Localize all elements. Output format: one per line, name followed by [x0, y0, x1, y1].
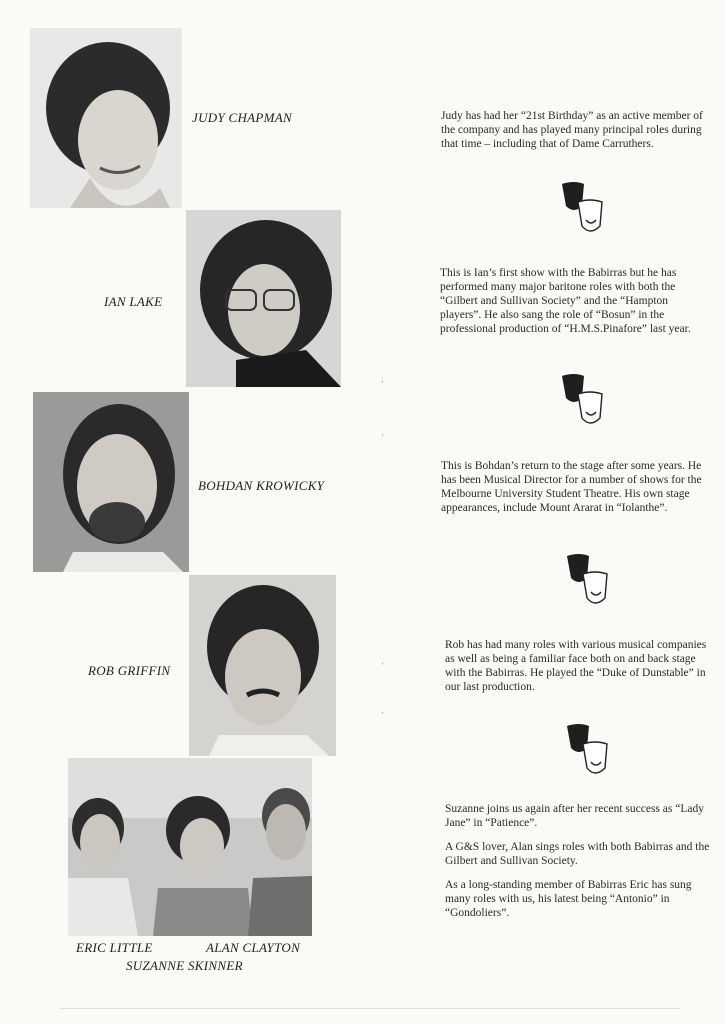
- bio-paragraph: This is Bohdan’s return to the stage after some years. He has been Musical Director for a number of shows for the Melbourne University Student Theatre. His own stage appearances, include Mount Ararat in “Iolanthe”.: [441, 460, 702, 514]
- bio-ian-lake: [440, 266, 710, 346]
- bio-bohdan-krowicky: [441, 459, 710, 525]
- scan-mark: ˌ: [381, 703, 385, 714]
- name-rob-griffin: ROB GRIFFIN: [88, 663, 171, 678]
- name-ian-lake: IAN LAKE: [104, 294, 163, 309]
- bio-rob-griffin: [445, 638, 710, 704]
- scan-mark: ˌ: [381, 425, 385, 436]
- bio-judy-chapman: [441, 109, 709, 161]
- scan-mark: ˈ: [381, 380, 385, 391]
- bio-paragraph-alan: A G&S lover, Alan sings roles with both Babirras and the Gilbert and Sullivan Society.: [445, 841, 710, 867]
- portrait-illustration: [189, 575, 336, 756]
- group-illustration: [68, 758, 312, 936]
- bio-paragraph-eric: As a long-standing member of Babirras Eric has sung many roles with us, his latest being “Antonio” in “Gondoliers”.: [445, 879, 692, 919]
- name-eric-little: ERIC LITTLE: [76, 940, 153, 955]
- bio-paragraph: Judy has had her “21st Birthday” as an active member of the company and has played many principal roles during that time – including that of Dame Carruthers.: [441, 110, 703, 150]
- name-judy-chapman: JUDY CHAPMAN: [192, 110, 293, 125]
- photo-judy-chapman: [30, 28, 182, 208]
- photo-group: [68, 758, 312, 936]
- photo-ian-lake: [186, 210, 341, 387]
- bio-group: [445, 802, 711, 930]
- portrait-illustration: [186, 210, 341, 387]
- theatre-masks-icon: [560, 180, 604, 236]
- photo-rob-griffin: [189, 575, 336, 756]
- name-suzanne-skinner: SUZANNE SKINNER: [126, 958, 243, 973]
- bio-paragraph-suzanne: Suzanne joins us again after her recent success as “Lady Jane” in “Patience”.: [445, 803, 704, 829]
- scan-mark: ˈ: [381, 662, 385, 673]
- name-bohdan-krowicky: BOHDAN KROWICKY: [198, 478, 325, 493]
- theatre-masks-icon: [565, 552, 609, 608]
- bio-paragraph: Rob has had many roles with various musical companies as well as being a familiar face both on and back stage with the Babirras. He played the “Duke of Dunstable” in our last production.: [445, 639, 707, 693]
- portrait-illustration: [30, 28, 182, 208]
- bio-paragraph: This is Ian’s first show with the Babirras but he has performed many major baritone roles with both the “Gilbert and Sullivan Society” and the “Hampton players”. He also sang the role of “Bosun” in the professional production of “H.M.S.Pinafore” last year.: [440, 267, 691, 335]
- theatre-masks-icon: [560, 372, 604, 428]
- photo-bohdan-krowicky: [33, 392, 189, 572]
- portrait-illustration: [33, 392, 189, 572]
- name-alan-clayton: ALAN CLAYTON: [206, 940, 301, 955]
- bottom-scan-line: [60, 1008, 680, 1009]
- theatre-masks-icon: [565, 722, 609, 778]
